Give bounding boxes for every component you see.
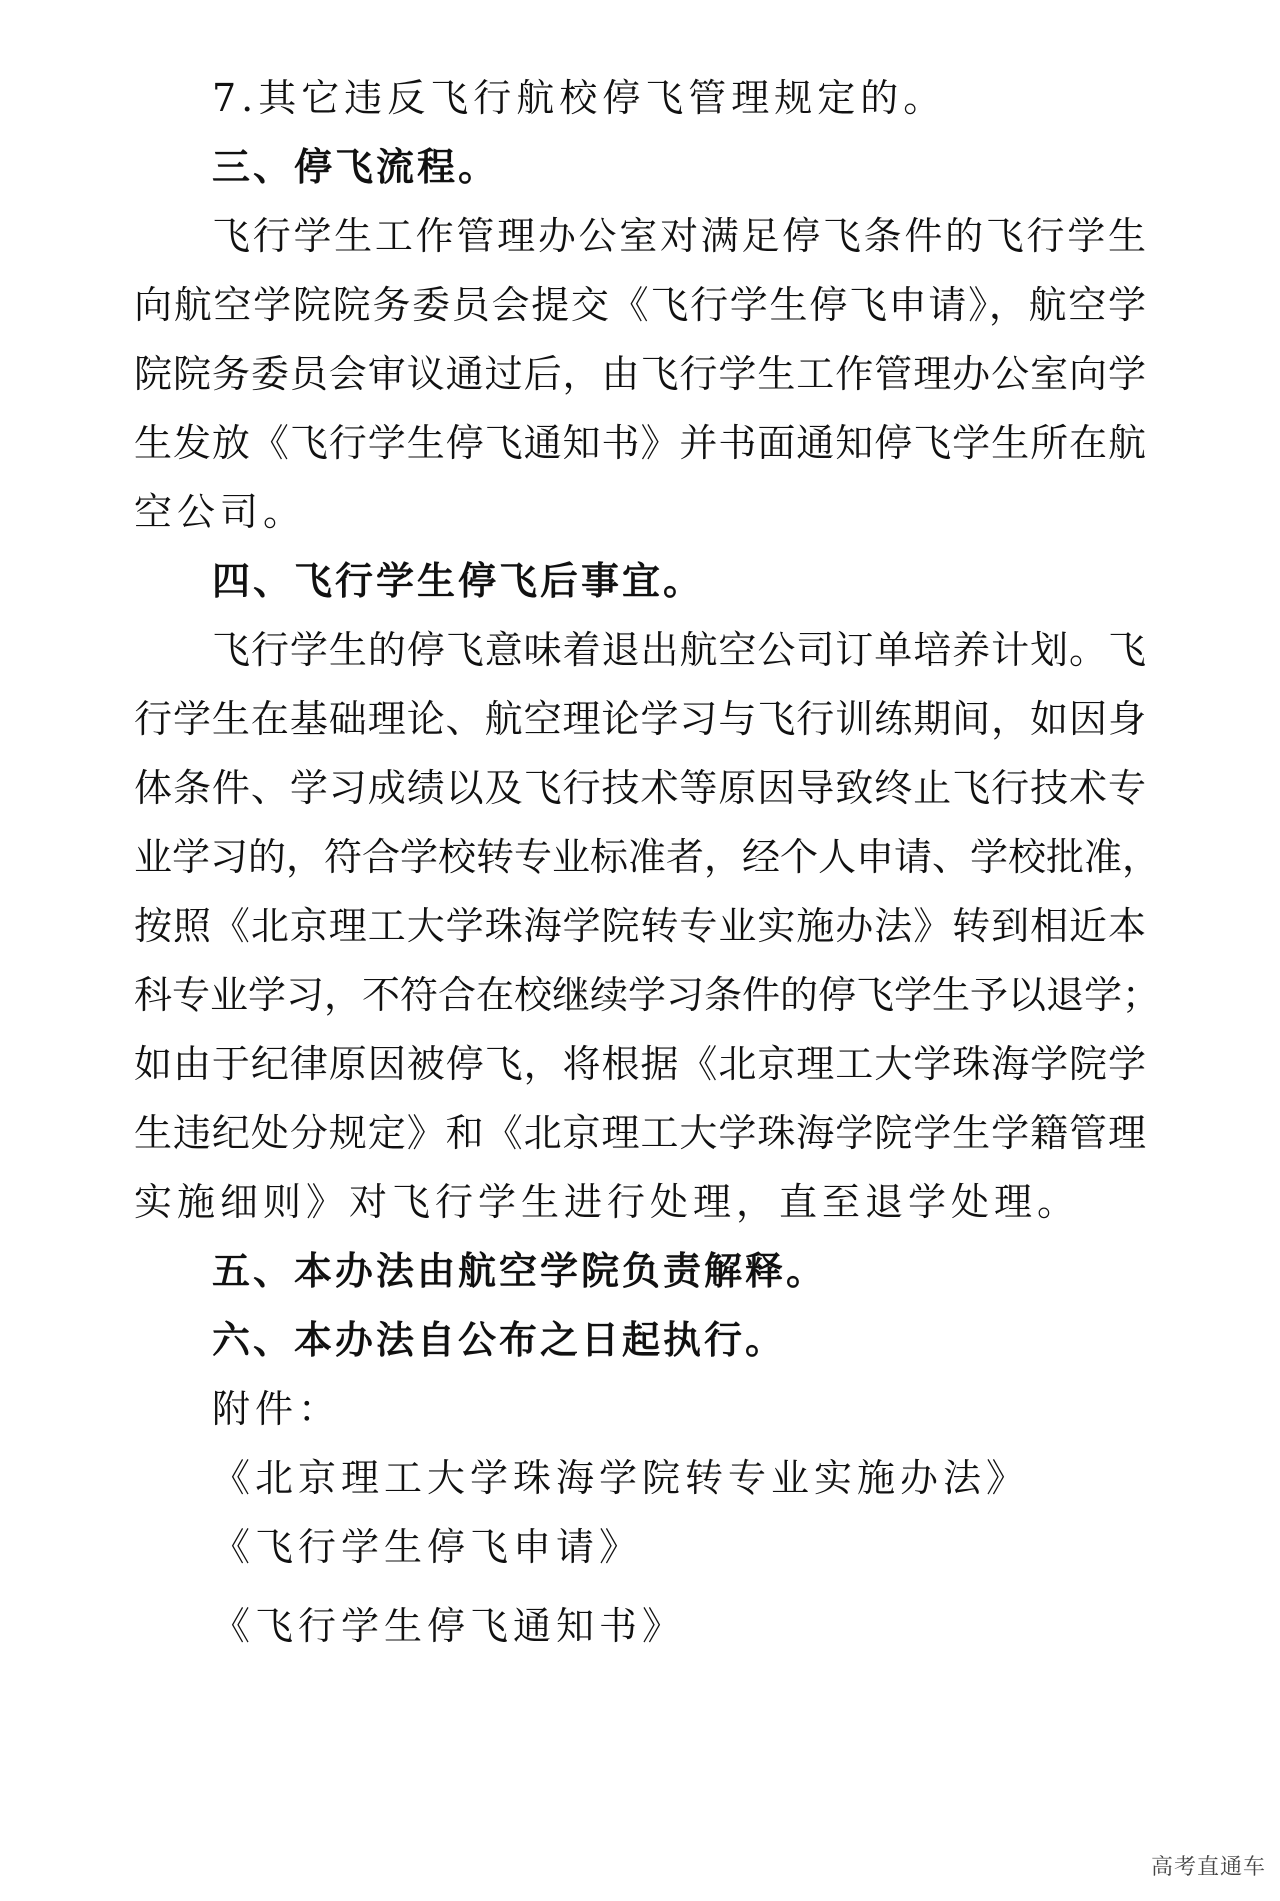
section-4-line: 科专业学习，不符合在校继续学习条件的停飞学生予以退学；: [134, 973, 1161, 1017]
section-3-line: 空公司。: [134, 490, 307, 534]
section-4-line: 实施细则》对飞行学生进行处理，直至退学处理。: [134, 1180, 1081, 1224]
section-4-line: 按照《北京理工大学珠海学院转专业实施办法》转到相近本: [134, 904, 1146, 948]
section-3-line: 飞行学生工作管理办公室对满足停飞条件的飞行学生: [212, 214, 1146, 258]
section-3-line: 生发放《飞行学生停飞通知书》并书面通知停飞学生所在航: [134, 421, 1146, 465]
attachment-item: 《飞行学生停飞通知书》: [212, 1604, 686, 1648]
section-4-line: 业学习的，符合学校转专业标准者，经个人申请、学校批准，: [134, 835, 1161, 879]
watermark: 高考直通车: [1150, 1855, 1266, 1880]
item-7: 7.其它违反飞行航校停飞管理规定的。: [212, 76, 947, 120]
section-3-heading: 三、停飞流程。: [212, 145, 500, 189]
section-4-line: 如由于纪律原因被停飞，将根据《北京理工大学珠海学院学: [134, 1042, 1146, 1086]
section-4-line: 体条件、学习成绩以及飞行技术等原因导致终止飞行技术专: [134, 766, 1146, 810]
attachment-item: 《北京理工大学珠海学院转专业实施办法》: [212, 1456, 1030, 1500]
section-4-line: 飞行学生的停飞意味着退出航空公司订单培养计划。飞: [212, 628, 1146, 672]
section-4-line: 生违纪处分规定》和《北京理工大学珠海学院学生学籍管理: [134, 1111, 1146, 1155]
section-3-line: 院院务委员会审议通过后，由飞行学生工作管理办公室向学: [134, 352, 1146, 396]
section-4-heading: 四、飞行学生停飞后事宜。: [212, 559, 705, 603]
section-4-line: 行学生在基础理论、航空理论学习与飞行训练期间，如因身: [134, 697, 1146, 741]
attachments-label: 附件：: [212, 1387, 342, 1431]
section-5-heading: 五、本办法由航空学院负责解释。: [212, 1249, 828, 1293]
attachment-item: 《飞行学生停飞申请》: [212, 1525, 643, 1569]
section-6-heading: 六、本办法自公布之日起执行。: [212, 1318, 787, 1362]
section-3-line: 向航空学院院务委员会提交《飞行学生停飞申请》，航空学: [134, 283, 1146, 327]
